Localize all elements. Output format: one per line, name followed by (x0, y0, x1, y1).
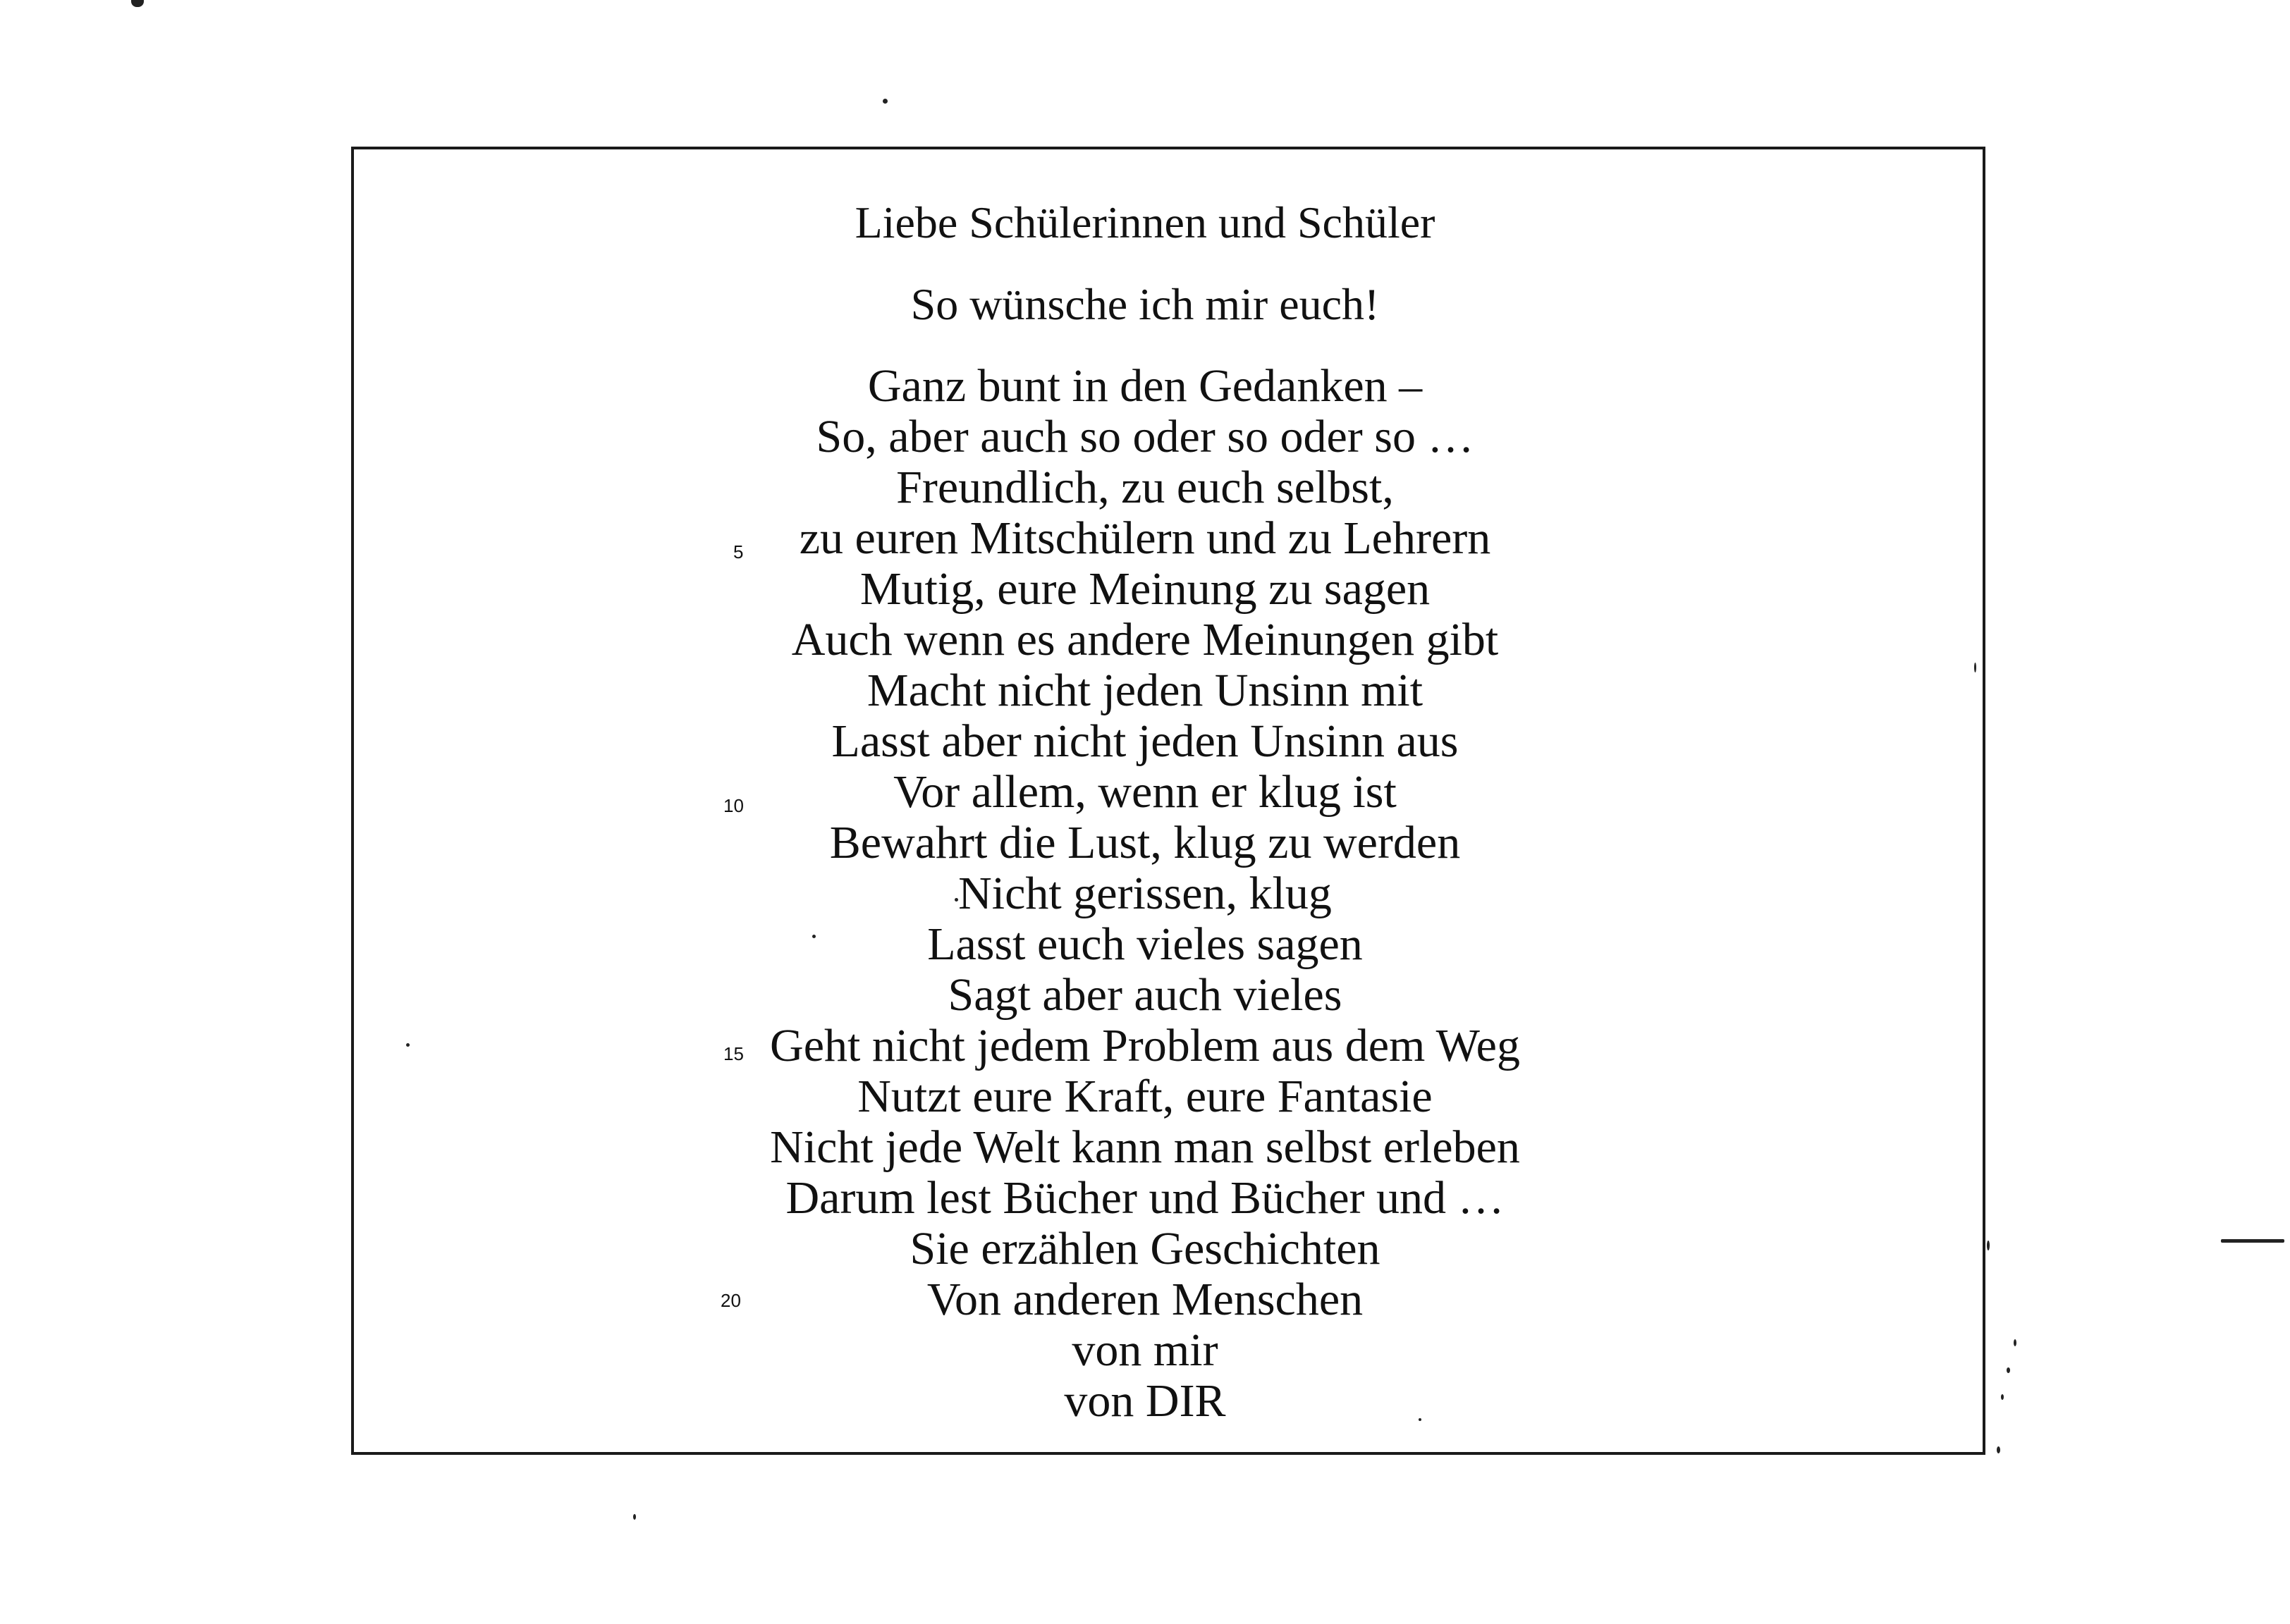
scan-speck (1997, 1446, 2000, 1453)
scan-speck (1974, 663, 1976, 672)
scan-mark (131, 0, 144, 7)
line-number: 15 (723, 1043, 744, 1064)
scan-speck (2014, 1339, 2016, 1346)
poem-line: Bewahrt die Lust, klug zu werden (829, 817, 1461, 868)
poem-line: Freundlich, zu euch selbst, (896, 462, 1394, 513)
scan-speck (955, 898, 958, 902)
poem-line: Nutzt eure Kraft, eure Fantasie (857, 1071, 1433, 1122)
poem-line: Darum lest Bücher und Bücher und … (785, 1172, 1505, 1224)
poem-line: Lasst aber nicht jeden Unsinn aus (831, 715, 1459, 767)
scan-speck (883, 99, 888, 104)
scan-speck (812, 935, 816, 938)
poem-line: Macht nicht jeden Unsinn mit (867, 665, 1423, 716)
scan-mark (2221, 1239, 2284, 1243)
poem-line: Mutig, eure Meinung zu sagen (859, 563, 1431, 615)
scan-speck (2001, 1394, 2004, 1400)
scan-speck (2007, 1367, 2010, 1373)
scan-speck (1419, 1418, 1421, 1421)
scan-speck (1987, 1241, 1990, 1250)
poem-line: So, aber auch so oder so oder so … (816, 411, 1474, 462)
poem-line: von DIR (1064, 1375, 1226, 1427)
poem-line: Ganz bunt in den Gedanken – (867, 360, 1423, 412)
line-number: 5 (733, 541, 744, 562)
poem-line: von mir (1072, 1324, 1218, 1376)
line-number: 10 (723, 795, 744, 816)
poem-line: Von anderen Menschen (926, 1274, 1364, 1325)
poem-title: Liebe Schülerinnen und Schüler (855, 197, 1435, 247)
poem-line: Lasst euch vieles sagen (927, 918, 1363, 970)
poem-line: Sie erzählen Geschichten (910, 1223, 1380, 1274)
poem-line: Nicht jede Welt kann man selbst erleben (770, 1121, 1520, 1173)
poem-subtitle: So wünsche ich mir euch! (910, 279, 1380, 329)
scan-speck (406, 1043, 410, 1047)
poem-line: Nicht gerissen, klug (958, 868, 1332, 919)
line-number: 20 (721, 1290, 741, 1311)
poem-line: Sagt aber auch vieles (948, 969, 1342, 1021)
scan-speck (633, 1514, 636, 1520)
poem-line: Auch wenn es andere Meinungen gibt (791, 614, 1499, 665)
poem-line: Geht nicht jedem Problem aus dem Weg (770, 1020, 1520, 1071)
poem-line: zu euren Mitschülern und zu Lehrern (799, 512, 1491, 564)
poem-line: Vor allem, wenn er klug ist (893, 766, 1397, 818)
